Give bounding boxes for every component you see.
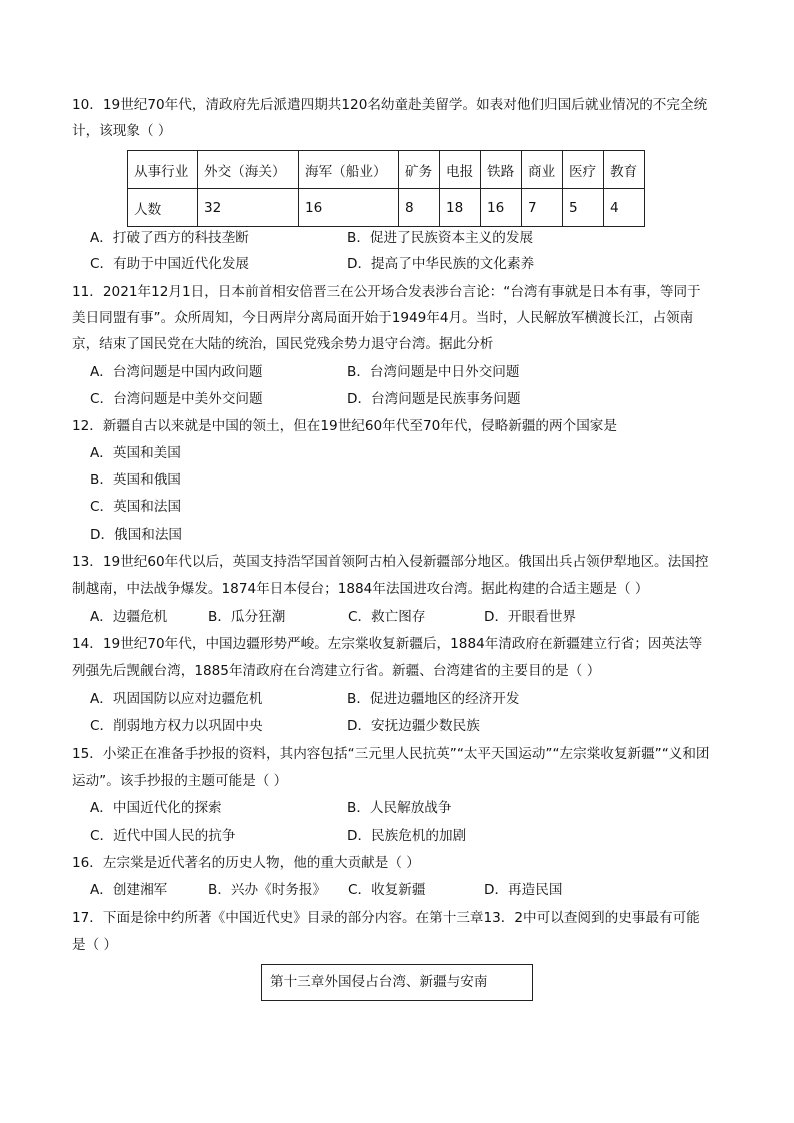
q10-stem-line1: 10．19世纪70年代，清政府先后派遣四期共120名幼童赴美留学。如表对他们归国后就业情况的不完全统 bbox=[72, 97, 708, 113]
table-cell: 4 bbox=[604, 189, 645, 227]
table-cell: 外交（海关） bbox=[198, 151, 299, 189]
q11-option-d: D．台湾问题是民族事务问题 bbox=[347, 391, 521, 407]
table-cell: 医疗 bbox=[563, 151, 604, 189]
q16-option-d: D．再造民国 bbox=[484, 882, 563, 898]
q15-option-b: B．人民解放战争 bbox=[347, 800, 452, 816]
q16-options bbox=[90, 880, 710, 900]
q13-option-c: C．救亡图存 bbox=[348, 609, 426, 625]
q14-option-a: A．巩固国防以应对边疆危机 bbox=[90, 691, 263, 707]
q12-option-d: D．俄国和法国 bbox=[90, 527, 183, 543]
q14-option-c: C．削弱地方权力以巩固中央 bbox=[90, 718, 263, 734]
q13-option-a: A．边疆危机 bbox=[90, 609, 168, 625]
table-cell: 商业 bbox=[522, 151, 563, 189]
q16-option-b: B．兴办《时务报》 bbox=[208, 882, 327, 898]
q15-option-c: C．近代中国人民的抗争 bbox=[90, 828, 236, 844]
table-cell: 18 bbox=[440, 189, 481, 227]
q15-stem-line1: 15．小梁正在准备手抄报的资料，其内容包括“三元里人民抗英”“太平天国运动”“左宗棠收复新疆”“义和团 bbox=[72, 746, 710, 762]
q12-option-a: A．英国和美国 bbox=[90, 445, 181, 461]
table-cell: 铁路 bbox=[481, 151, 522, 189]
q11-stem-line3: 京，结束了国民党在大陆的统治，国民党残余势力退守台湾。据此分析 bbox=[72, 336, 494, 352]
q14-stem-line1: 14．19世纪70年代，中国边疆形势严峻。左宗棠收复新疆后，1884年清政府在新疆建立行省；因英法等 bbox=[72, 636, 703, 652]
table-cell: 电报 bbox=[440, 151, 481, 189]
q16-option-c: C．收复新疆 bbox=[348, 882, 426, 898]
q12-option-c: C．英国和法国 bbox=[90, 499, 182, 515]
q15-option-a: A．中国近代化的探索 bbox=[90, 800, 222, 816]
table-cell: 16 bbox=[481, 189, 522, 227]
q14-option-b: B．促进边疆地区的经济开发 bbox=[347, 691, 520, 707]
q11-option-c: C．台湾问题是中美外交问题 bbox=[90, 391, 263, 407]
table-cell: 从事行业 bbox=[128, 151, 198, 189]
q13-options bbox=[90, 607, 710, 627]
table-cell: 8 bbox=[399, 189, 440, 227]
toc-box: 第十三章外国侵占台湾、新疆与安南 bbox=[261, 964, 533, 1001]
table-cell: 5 bbox=[563, 189, 604, 227]
table-cell: 矿务 bbox=[399, 151, 440, 189]
q11-stem-line1: 11．2021年12月1日，日本前首相安倍晋三在公开场合发表涉台言论：“台湾有事就是日本有事，等同于 bbox=[72, 284, 701, 300]
q13-stem-line2: 制越南，中法战争爆发。1874年日本侵台；1884年法国进攻台湾。据此构建的合适主题是（ ） bbox=[72, 581, 649, 597]
q14-stem-line2: 列强先后觊觎台湾，1885年清政府在台湾建立行省。新疆、台湾建省的主要目的是（ ） bbox=[72, 663, 601, 679]
table-cell: 海军（船业） bbox=[299, 151, 399, 189]
table-cell: 教育 bbox=[604, 151, 645, 189]
q13-option-b: B．瓜分狂潮 bbox=[208, 609, 286, 625]
q15-stem-line2: 运动”。该手抄报的主题可能是（ ） bbox=[72, 773, 288, 789]
q11-option-b: B．台湾问题是中日外交问题 bbox=[347, 364, 520, 380]
q17-stem-line2: 是（ ） bbox=[72, 937, 118, 953]
q12-option-b: B．英国和俄国 bbox=[90, 472, 181, 488]
q16-option-a: A．创建湘军 bbox=[90, 882, 168, 898]
table-cell: 16 bbox=[299, 189, 399, 227]
q15-option-d: D．民族危机的加剧 bbox=[347, 828, 467, 844]
q10-option-d: D．提高了中华民族的文化素养 bbox=[347, 256, 535, 272]
q11-stem-line2: 美日同盟有事”。众所周知，今日两岸分离局面开始于1949年4月。当时，人民解放军横渡长江，占领南 bbox=[72, 310, 694, 326]
q10-option-b: B．促进了民族资本主义的发展 bbox=[347, 230, 534, 246]
q10-option-c: C．有助于中国近代化发展 bbox=[90, 256, 250, 272]
table-cell: 7 bbox=[522, 189, 563, 227]
table-cell: 32 bbox=[198, 189, 299, 227]
q13-option-d: D．开眼看世界 bbox=[484, 609, 577, 625]
q16-stem-line1: 16．左宗棠是近代著名的历史人物，他的重大贡献是（ ） bbox=[72, 855, 420, 871]
q12-stem-line1: 12．新疆自古以来就是中国的领土，但在19世纪60年代至70年代，侵略新疆的两个国家是 bbox=[72, 418, 617, 434]
q17-stem-line1: 17．下面是徐中约所著《中国近代史》目录的部分内容。在第十三章13．2中可以查阅到的史事最有可能 bbox=[72, 910, 700, 926]
table-row bbox=[128, 189, 645, 227]
q10-stem-line2: 计，该现象（ ） bbox=[72, 123, 172, 139]
table-row bbox=[128, 151, 645, 189]
table-cell: 人数 bbox=[128, 189, 198, 227]
q14-option-d: D．安抚边疆少数民族 bbox=[347, 718, 480, 734]
employment-table bbox=[127, 150, 645, 227]
q13-stem-line1: 13．19世纪60年代以后，英国支持浩罕国首领阿古柏入侵新疆部分地区。俄国出兵占领伊犁地区。法国控 bbox=[72, 554, 709, 570]
q10-option-a: A．打破了西方的科技垄断 bbox=[90, 230, 249, 246]
q11-option-a: A．台湾问题是中国内政问题 bbox=[90, 364, 263, 380]
